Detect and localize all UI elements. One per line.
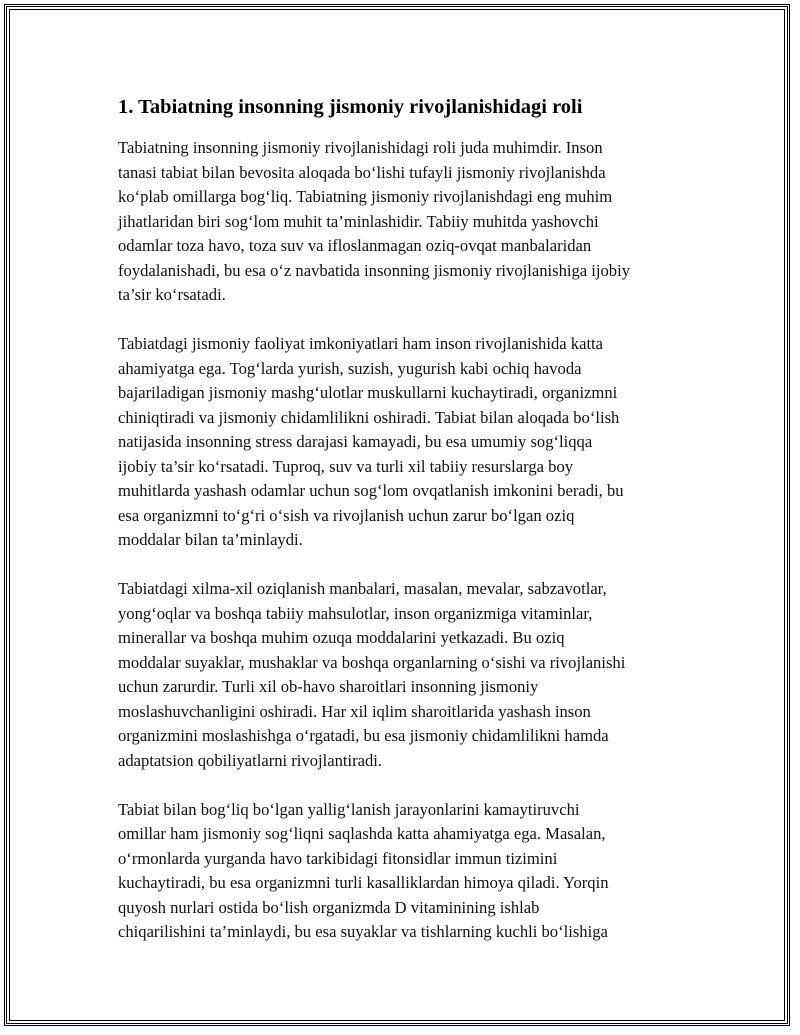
section-heading: 1. Tabiatning insonning jismoniy rivojlanishidagi roli <box>118 96 583 118</box>
paragraph-line: ijobiy ta’sir ko‘rsatadi. Tuproq, suv va turli xil tabiiy resurslarga boy <box>118 456 574 476</box>
paragraph <box>118 798 698 945</box>
paragraph-line: foydalanishadi, bu esa o‘z navbatida insonning jismoniy rivojlanishiga ijobiy <box>118 260 631 280</box>
paragraph <box>118 332 698 553</box>
paragraph-line: uchun zarurdir. Turli xil ob-havo sharoitlari insonning jismoniy <box>118 677 539 696</box>
paragraph-line: tanasi tabiat bilan bevosita aloqada bo‘lishi tufayli jismoniy rivojlanishda <box>118 162 606 182</box>
paragraph-line: Tabiat bilan bog‘liq bo‘lgan yallig‘lanish jarayonlarini kamaytiruvchi <box>118 799 580 819</box>
paragraph <box>118 136 698 308</box>
paragraph-line: ko‘plab omillarga bog‘liq. Tabiatning jismoniy rivojlanishdagi eng muhim <box>118 187 613 206</box>
paragraph-line: odamlar toza havo, toza suv va ifloslanmagan oziq-ovqat manbalaridan <box>118 236 592 255</box>
paragraph-line: Tabiatning insonning jismoniy rivojlanishidagi roli juda muhimdir. Inson <box>118 138 603 157</box>
paragraph-line: moddalar bilan ta’minlaydi. <box>118 530 303 549</box>
paragraph-line: omillar ham jismoniy sog‘liqni saqlashda katta ahamiyatga ega. Masalan, <box>118 824 606 843</box>
paragraph-list <box>118 136 698 945</box>
paragraph-line: ta’sir ko‘rsatadi. <box>118 285 226 304</box>
paragraph-line: moddalar suyaklar, mushaklar va boshqa organlarning o‘sishi va rivojlanishi <box>118 652 626 672</box>
document-body <box>118 94 698 969</box>
paragraph-line: quyosh nurlari ostida bo‘lish organizmda D vitaminining ishlab <box>118 897 540 917</box>
paragraph-line: jihatlaridan biri sog‘lom muhit ta’minlashidir. Tabiiy muhitda yashovchi <box>118 211 599 231</box>
paragraph-line: bajariladigan jismoniy mashg‘ulotlar muskullarni kuchaytiradi, organizmni <box>118 383 618 402</box>
paragraph-line: chiniqtiradi va jismoniy chidamlilikni oshiradi. Tabiat bilan aloqada bo‘lish <box>118 407 620 427</box>
paragraph-line: moslashuvchanligini oshiradi. Har xil iqlim sharoitlarida yashash inson <box>118 701 591 721</box>
paragraph-line: natijasida insonning stress darajasi kamayadi, bu esa umumiy sog‘liqqa <box>118 432 593 451</box>
paragraph-line: kuchaytiradi, bu esa organizmni turli kasalliklardan himoya qiladi. Yorqin <box>118 873 609 892</box>
paragraph <box>118 577 698 773</box>
paragraph-line: organizmini moslashishga o‘rgatadi, bu esa jismoniy chidamlilikni hamda <box>118 726 609 745</box>
paragraph-line: esa organizmni to‘g‘ri o‘sish va rivojlanish uchun zarur bo‘lgan oziq <box>118 505 575 525</box>
paragraph-line: minerallar va boshqa muhim ozuqa moddalarini yetkazadi. Bu oziq <box>118 628 565 647</box>
paragraph-line: o‘rmonlarda yurganda havo tarkibidagi fitonsidlar immun tizimini <box>118 848 558 868</box>
paragraph-line: chiqarilishini ta’minlaydi, bu esa suyaklar va tishlarning kuchli bo‘lishiga <box>118 922 608 941</box>
paragraph-line: adaptatsion qobiliyatlarni rivojlantiradi. <box>118 750 383 770</box>
paragraph-line: Tabiatdagi xilma-xil oziqlanish manbalari, masalan, mevalar, sabzavotlar, <box>118 579 607 598</box>
paragraph-line: yong‘oqlar va boshqa tabiiy mahsulotlar, inson organizmiga vitaminlar, <box>118 603 593 623</box>
paragraph-line: ahamiyatga ega. Tog‘larda yurish, suzish, yugurish kabi ochiq havoda <box>118 358 582 378</box>
paragraph-line: muhitlarda yashash odamlar uchun sog‘lom ovqatlanish imkonini beradi, bu <box>118 481 624 500</box>
paragraph-line: Tabiatdagi jismoniy faoliyat imkoniyatlari ham inson rivojlanishida katta <box>118 334 604 353</box>
